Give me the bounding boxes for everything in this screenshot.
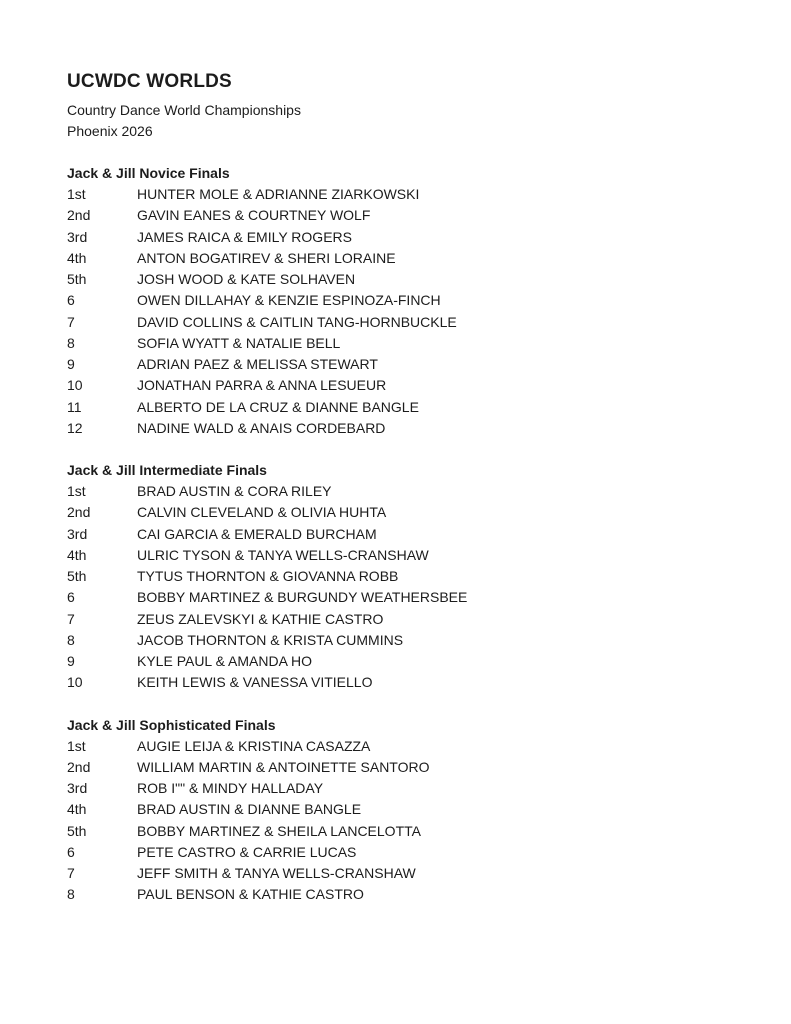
couple-names: JAMES RAICA & EMILY ROGERS xyxy=(137,228,352,245)
result-row xyxy=(67,524,751,545)
result-row xyxy=(67,609,751,630)
subtitle-line-2: Phoenix 2026 xyxy=(67,123,153,139)
rank-label: 2nd xyxy=(67,758,91,775)
couple-names: JACOB THORNTON & KRISTA CUMMINS xyxy=(137,631,404,648)
couple-names: KYLE PAUL & AMANDA HO xyxy=(137,653,313,669)
results-sections xyxy=(67,163,751,906)
page-title: UCWDC WORLDS xyxy=(67,71,232,92)
couple-names: JEFF SMITH & TANYA WELLS-CRANSHAW xyxy=(137,865,416,881)
rank-label: 3rd xyxy=(67,228,88,245)
rank-label: 9 xyxy=(67,653,75,669)
couple-names: TYTUS THORNTON & GIOVANNA ROBB xyxy=(137,568,399,584)
section-heading: Jack & Jill Novice Finals xyxy=(67,165,230,181)
result-row xyxy=(67,842,751,863)
result-row xyxy=(67,248,751,269)
rank-label: 5th xyxy=(67,568,87,584)
couple-names: CAI GARCIA & EMERALD BURCHAM xyxy=(137,525,377,542)
couple-names: PAUL BENSON & KATHIE CASTRO xyxy=(137,886,364,903)
couple-names: BOBBY MARTINEZ & BURGUNDY WEATHERSBEE xyxy=(137,589,468,606)
result-row xyxy=(67,397,751,418)
result-row xyxy=(67,333,751,354)
rank-label: 5th xyxy=(67,822,87,839)
subtitle-line-1: Country Dance World Championships xyxy=(67,102,301,118)
section-rows xyxy=(67,184,751,439)
result-row xyxy=(67,375,751,396)
results-section xyxy=(67,460,751,694)
result-row xyxy=(67,545,751,566)
rank-label: 8 xyxy=(67,886,75,903)
result-row xyxy=(67,736,751,757)
results-section xyxy=(67,715,751,906)
result-row xyxy=(67,587,751,608)
result-row xyxy=(67,630,751,651)
result-row xyxy=(67,757,751,778)
rank-label: 7 xyxy=(67,313,75,330)
result-row xyxy=(67,884,751,905)
result-row xyxy=(67,821,751,842)
couple-names: OWEN DILLAHAY & KENZIE ESPINOZA-FINCH xyxy=(137,292,441,309)
result-row xyxy=(67,481,751,502)
couple-names: ALBERTO DE LA CRUZ & DIANNE BANGLE xyxy=(137,398,419,415)
rank-label: 7 xyxy=(67,865,75,881)
result-row xyxy=(67,672,751,693)
result-row xyxy=(67,799,751,820)
couple-names: JOSH WOOD & KATE SOLHAVEN xyxy=(137,271,356,287)
rank-label: 8 xyxy=(67,631,75,648)
rank-label: 2nd xyxy=(67,504,91,521)
result-row xyxy=(67,863,751,884)
couple-names: KEITH LEWIS & VANESSA VITIELLO xyxy=(137,674,373,691)
section-heading: Jack & Jill Sophisticated Finals xyxy=(67,716,276,733)
rank-label: 9 xyxy=(67,356,75,372)
result-row xyxy=(67,205,751,226)
results-section xyxy=(67,163,751,439)
couple-names: WILLIAM MARTIN & ANTOINETTE SANTORO xyxy=(137,758,430,775)
rank-label: 12 xyxy=(67,419,83,436)
rank-label: 10 xyxy=(67,674,83,691)
rank-label: 2nd xyxy=(67,207,91,224)
couple-names: PETE CASTRO & CARRIE LUCAS xyxy=(137,843,357,860)
couple-names: ADRIAN PAEZ & MELISSA STEWART xyxy=(137,356,378,372)
rank-label: 6 xyxy=(67,843,75,860)
couple-names: ANTON BOGATIREV & SHERI LORAINE xyxy=(137,249,396,266)
rank-label: 4th xyxy=(67,249,87,266)
rank-label: 5th xyxy=(67,271,87,287)
result-row xyxy=(67,312,751,333)
couple-names: BOBBY MARTINEZ & SHEILA LANCELOTTA xyxy=(137,822,421,839)
result-row xyxy=(67,418,751,439)
couple-names: CALVIN CLEVELAND & OLIVIA HUHTA xyxy=(137,504,387,521)
couple-names: NADINE WALD & ANAIS CORDEBARD xyxy=(137,419,386,436)
rank-label: 4th xyxy=(67,801,87,818)
rank-label: 7 xyxy=(67,610,75,627)
rank-label: 1st xyxy=(67,186,86,202)
result-row xyxy=(67,184,751,205)
rank-label: 6 xyxy=(67,292,75,309)
couple-names: BRAD AUSTIN & CORA RILEY xyxy=(137,483,332,499)
couple-names: JONATHAN PARRA & ANNA LESUEUR xyxy=(137,377,387,394)
result-row xyxy=(67,566,751,587)
rank-label: 1st xyxy=(67,483,86,499)
result-row xyxy=(67,290,751,311)
couple-names: SOFIA WYATT & NATALIE BELL xyxy=(137,334,341,351)
result-row xyxy=(67,778,751,799)
section-heading: Jack & Jill Intermediate Finals xyxy=(67,462,267,478)
section-rows xyxy=(67,736,751,906)
section-rows xyxy=(67,481,751,694)
result-row xyxy=(67,502,751,523)
result-row xyxy=(67,354,751,375)
rank-label: 11 xyxy=(67,398,82,415)
couple-names: HUNTER MOLE & ADRIANNE ZIARKOWSKI xyxy=(137,186,420,202)
couple-names: ZEUS ZALEVSKYI & KATHIE CASTRO xyxy=(137,610,384,627)
rank-label: 8 xyxy=(67,334,75,351)
couple-names: DAVID COLLINS & CAITLIN TANG-HORNBUCKLE xyxy=(137,313,457,330)
couple-names: GAVIN EANES & COURTNEY WOLF xyxy=(137,207,371,224)
rank-label: 6 xyxy=(67,589,75,606)
rank-label: 3rd xyxy=(67,525,88,542)
result-row xyxy=(67,651,751,672)
rank-label: 1st xyxy=(67,737,86,754)
couple-names: ULRIC TYSON & TANYA WELLS-CRANSHAW xyxy=(137,546,429,563)
couple-names: ROB I"" & MINDY HALLADAY xyxy=(137,780,324,796)
couple-names: BRAD AUSTIN & DIANNE BANGLE xyxy=(137,801,362,818)
rank-label: 3rd xyxy=(67,780,88,796)
result-row xyxy=(67,227,751,248)
result-row xyxy=(67,269,751,290)
rank-label: 4th xyxy=(67,546,87,563)
rank-label: 10 xyxy=(67,377,83,394)
couple-names: AUGIE LEIJA & KRISTINA CASAZZA xyxy=(137,737,371,754)
